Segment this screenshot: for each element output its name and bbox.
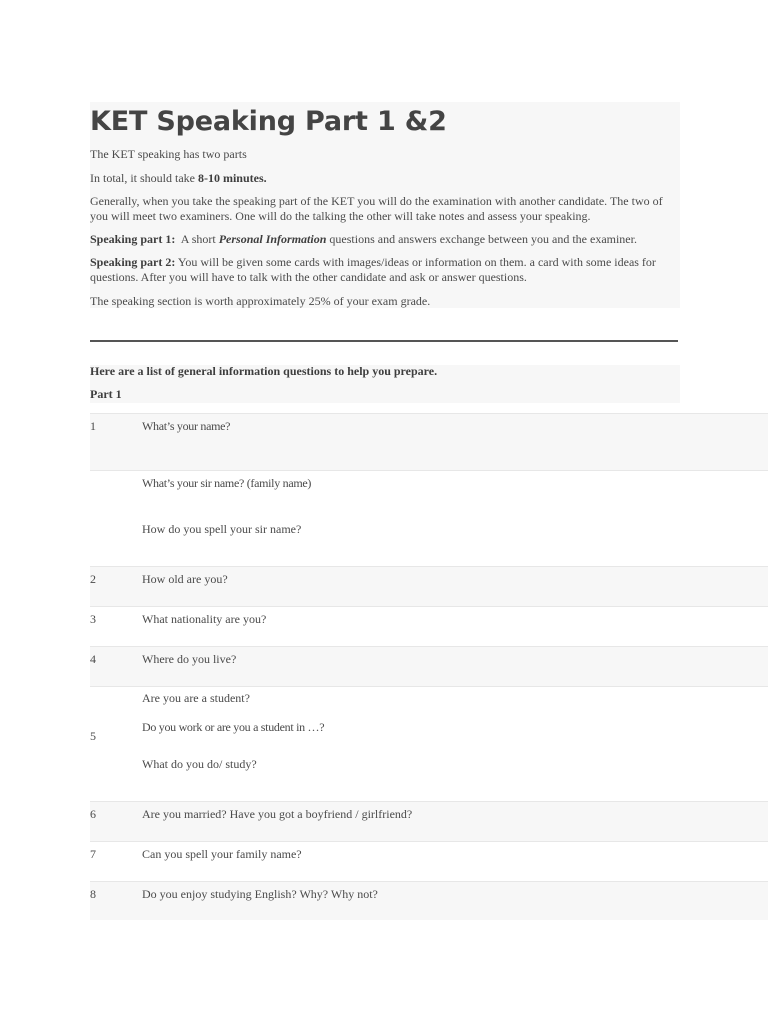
page-title: KET Speaking Part 1 &2 bbox=[90, 106, 447, 137]
table-row bbox=[90, 413, 768, 470]
questions-table bbox=[90, 413, 768, 920]
table-row bbox=[90, 566, 768, 606]
question-text: Are you are a student? bbox=[142, 691, 250, 705]
question-number: 7 bbox=[90, 847, 96, 861]
table-row bbox=[90, 606, 768, 646]
part2-description: You will be given some cards with images/ideas or information on them. a card with some ideas for questions. After you will have to talk with the other candidate and ask or answer questions. bbox=[90, 255, 656, 284]
speaking-part-1-label: Speaking part 1: bbox=[90, 232, 176, 246]
question-number: 2 bbox=[90, 572, 96, 586]
exam-weight-text: The speaking section is worth approximately 25% of your exam grade. bbox=[90, 294, 431, 308]
table-row bbox=[90, 470, 768, 566]
question-number: 3 bbox=[90, 612, 96, 626]
question-text: Do you work or are you a student in …? bbox=[142, 720, 325, 734]
question-text: What’s your sir name? (family name) bbox=[142, 476, 312, 490]
question-text: What’s your name? bbox=[142, 419, 231, 433]
part1-prefix: A short bbox=[175, 232, 219, 246]
prep-heading: Here are a list of general information questions to help you prepare. bbox=[90, 364, 438, 378]
speaking-part-2-text bbox=[90, 255, 670, 285]
table-row bbox=[90, 646, 768, 686]
table-row bbox=[90, 881, 768, 920]
question-text: What do you do/ study? bbox=[142, 757, 257, 771]
table-row bbox=[90, 841, 768, 881]
speaking-part-2-label: Speaking part 2: bbox=[90, 255, 176, 269]
intro-overview-text: Generally, when you take the speaking part of the KET you will do the examination with another candidate. The two of you will meet two examiners. One will do the talking the other will take notes and assess your speaking. bbox=[90, 194, 663, 223]
personal-information-emphasis: Personal Information bbox=[218, 232, 327, 246]
question-number: 5 bbox=[90, 729, 96, 743]
duration-value: 8-10 minutes. bbox=[197, 171, 267, 185]
table-row bbox=[90, 801, 768, 841]
question-number: 6 bbox=[90, 807, 96, 821]
question-text: Do you enjoy studying English? Why? Why not? bbox=[142, 887, 378, 901]
question-text: Can you spell your family name? bbox=[142, 847, 302, 861]
question-number: 1 bbox=[90, 419, 96, 433]
question-text: Are you married? Have you got a boyfriend / girlfriend? bbox=[142, 807, 413, 821]
question-text: What nationality are you? bbox=[142, 612, 267, 626]
question-number: 8 bbox=[90, 887, 96, 901]
speaking-part-1-text bbox=[90, 232, 670, 247]
table-row bbox=[90, 686, 768, 801]
question-text: How old are you? bbox=[142, 572, 228, 586]
question-number: 4 bbox=[90, 652, 96, 666]
question-text: Where do you live? bbox=[142, 652, 237, 666]
part1-suffix: questions and answers exchange between you and the examiner. bbox=[326, 232, 637, 246]
intro-parts-text: The KET speaking has two parts bbox=[90, 147, 247, 161]
section-divider bbox=[90, 340, 678, 342]
duration-prefix: In total, it should take bbox=[90, 171, 198, 185]
part-1-label: Part 1 bbox=[90, 387, 122, 401]
intro-duration-text bbox=[90, 171, 670, 186]
question-text: How do you spell your sir name? bbox=[142, 522, 302, 536]
